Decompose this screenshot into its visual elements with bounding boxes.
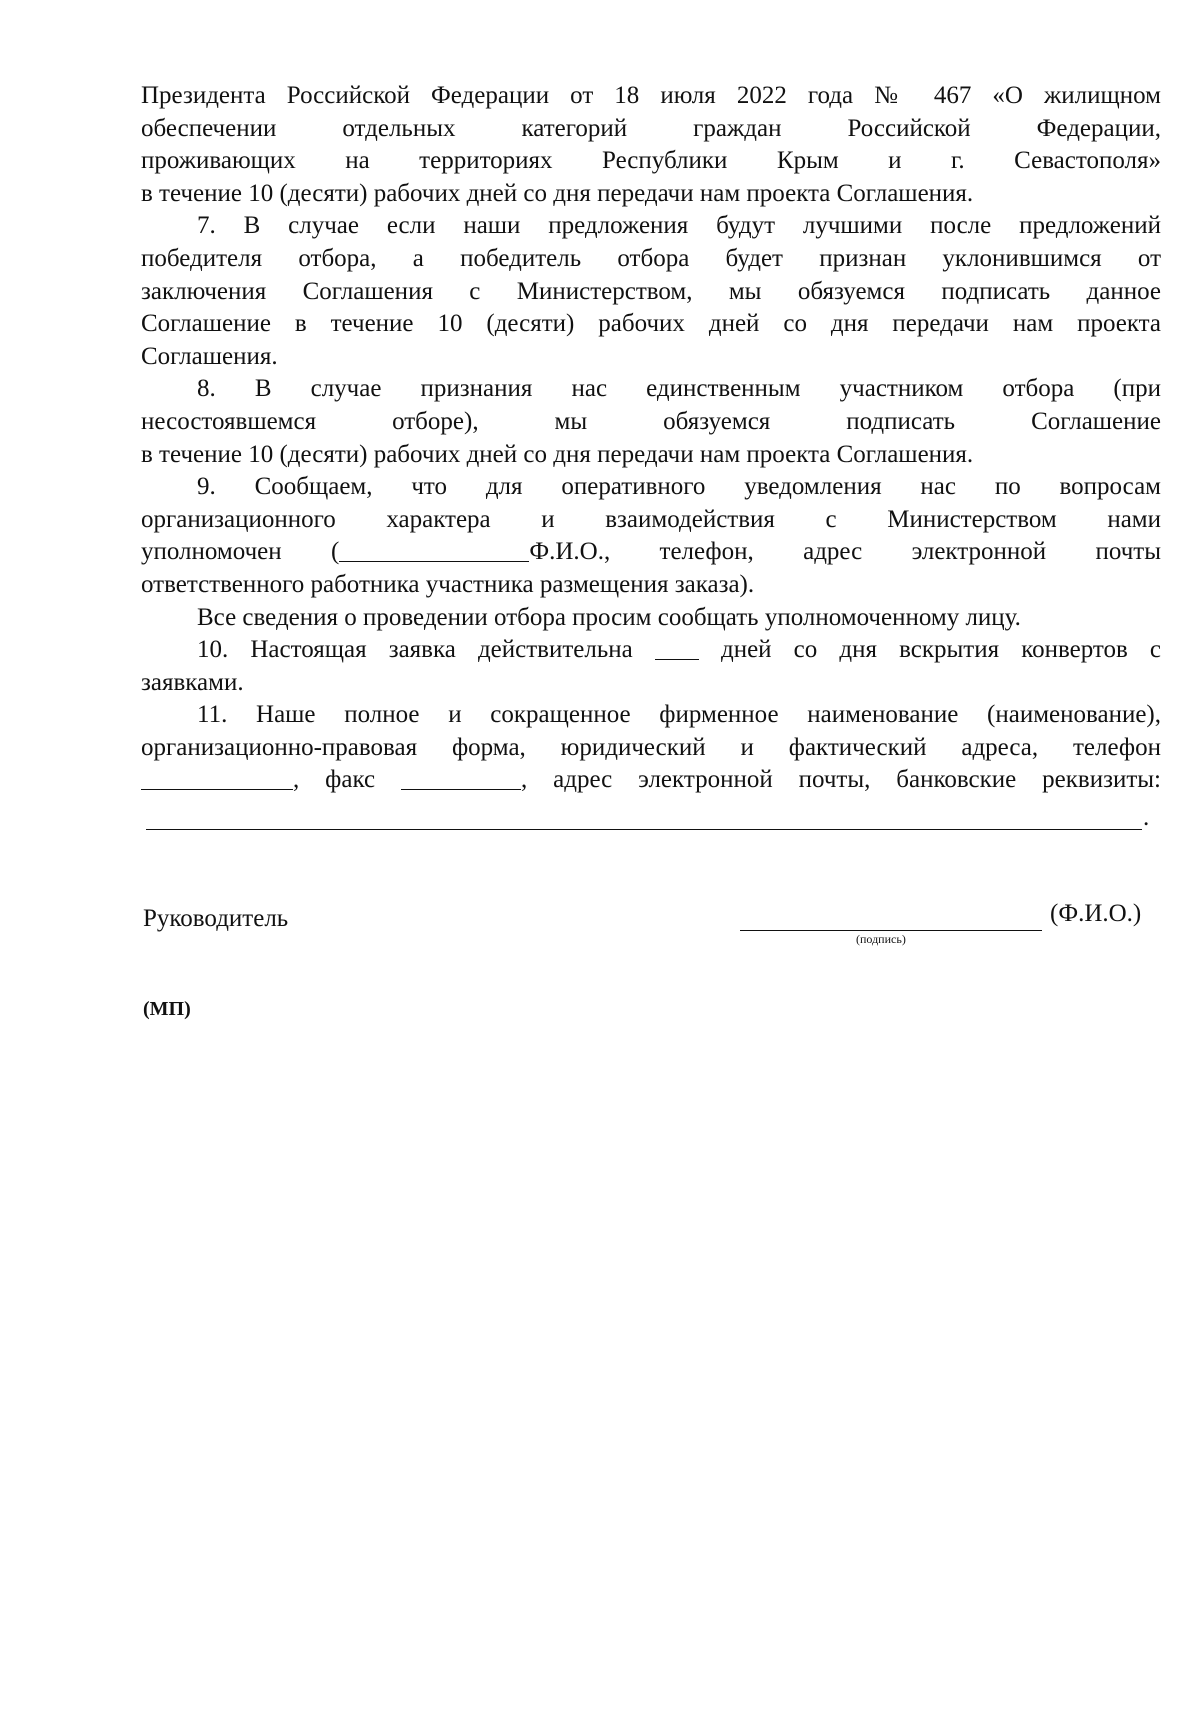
stamp-label: (МП) [143,998,191,1020]
para-11-line-3-end: , адрес электронной почты, банковские реквизиты: [520,766,1161,794]
para-intro-line-2: обеспечении отдельных категорий граждан Российской Федерации, [141,114,1161,142]
head-label: Руководитель [143,905,289,932]
para-intro-line-3: проживающих на территориях Республики Крым и г. Севастополя» [141,147,1161,175]
signature-caption: (подпись) [856,932,906,946]
para-7-line-1: 7. В случае если наши предложения будут лучшими после предложений [197,212,1161,240]
bank-details-blank[interactable] [146,829,1142,830]
fio-label: (Ф.И.О.) [1050,900,1142,927]
para-7-line-2: победителя отбора, а победитель отбора будет признан уклонившимся от [141,244,1161,272]
para-8-line-3: в течение 10 (десяти) рабочих дней со дня передачи нам проекта Соглашения. [141,440,974,468]
document-body [141,80,1161,797]
para-7-line-3: заключения Соглашения с Министерством, мы обязуемся подписать данное [141,277,1161,305]
para-intro-line-4: в течение 10 (десяти) рабочих дней со дня передачи нам проекта Соглашения. [141,179,974,207]
para-8-line-1: 8. В случае признания нас единственным участником отбора (при [197,375,1161,403]
para-10-line-1 [141,634,1161,667]
para-9-line-3-end: Ф.И.О., телефон, адрес электронной почты [529,538,1161,566]
para-11-line-2: организационно-правовая форма, юридический и фактический адреса, телефон [141,733,1161,761]
phone-blank[interactable] [141,767,293,790]
para-9b-line-1: Все сведения о проведении отбора просим сообщать уполномоченному лицу. [197,603,1021,631]
para-intro-line-1: Президента Российской Федерации от 18 июля 2022 года № 467 «О жилищном [141,82,1161,109]
validity-days-blank[interactable] [655,637,699,660]
para-9-line-1: 9. Сообщаем, что для оперативного уведомления нас по вопросам [197,473,1161,501]
para-9-line-3 [141,536,1161,569]
para-11-line-3 [141,764,1161,797]
para-7-line-4: Соглашение в течение 10 (десяти) рабочих дней со дня передачи нам проекта [141,310,1161,338]
signature-line[interactable] [740,930,1042,931]
fax-blank[interactable] [401,767,521,790]
para-10-line-1-start: 10. Настоящая заявка действительна [197,636,633,664]
para-9-line-4: ответственного работника участника размещения заказа). [141,570,755,598]
para-7-line-5: Соглашения. [141,342,278,370]
para-8-line-2: несостоявшемся отборе), мы обязуемся подписать Соглашение [141,407,1161,435]
bank-details-end-dot: . [1143,804,1150,831]
para-9-line-3-start: уполномочен ( [141,538,340,566]
para-11-line-1: 11. Наше полное и сокращенное фирменное наименование (наименование), [197,701,1161,729]
contact-person-blank[interactable] [339,539,529,562]
para-11-line-3-fax: , факс [293,766,376,794]
para-10-line-2: заявками. [141,668,244,696]
para-10-line-1-end: дней со дня вскрытия конвертов с [720,636,1162,664]
para-9-line-2: организационного характера и взаимодействия с Министерством нами [141,505,1161,533]
